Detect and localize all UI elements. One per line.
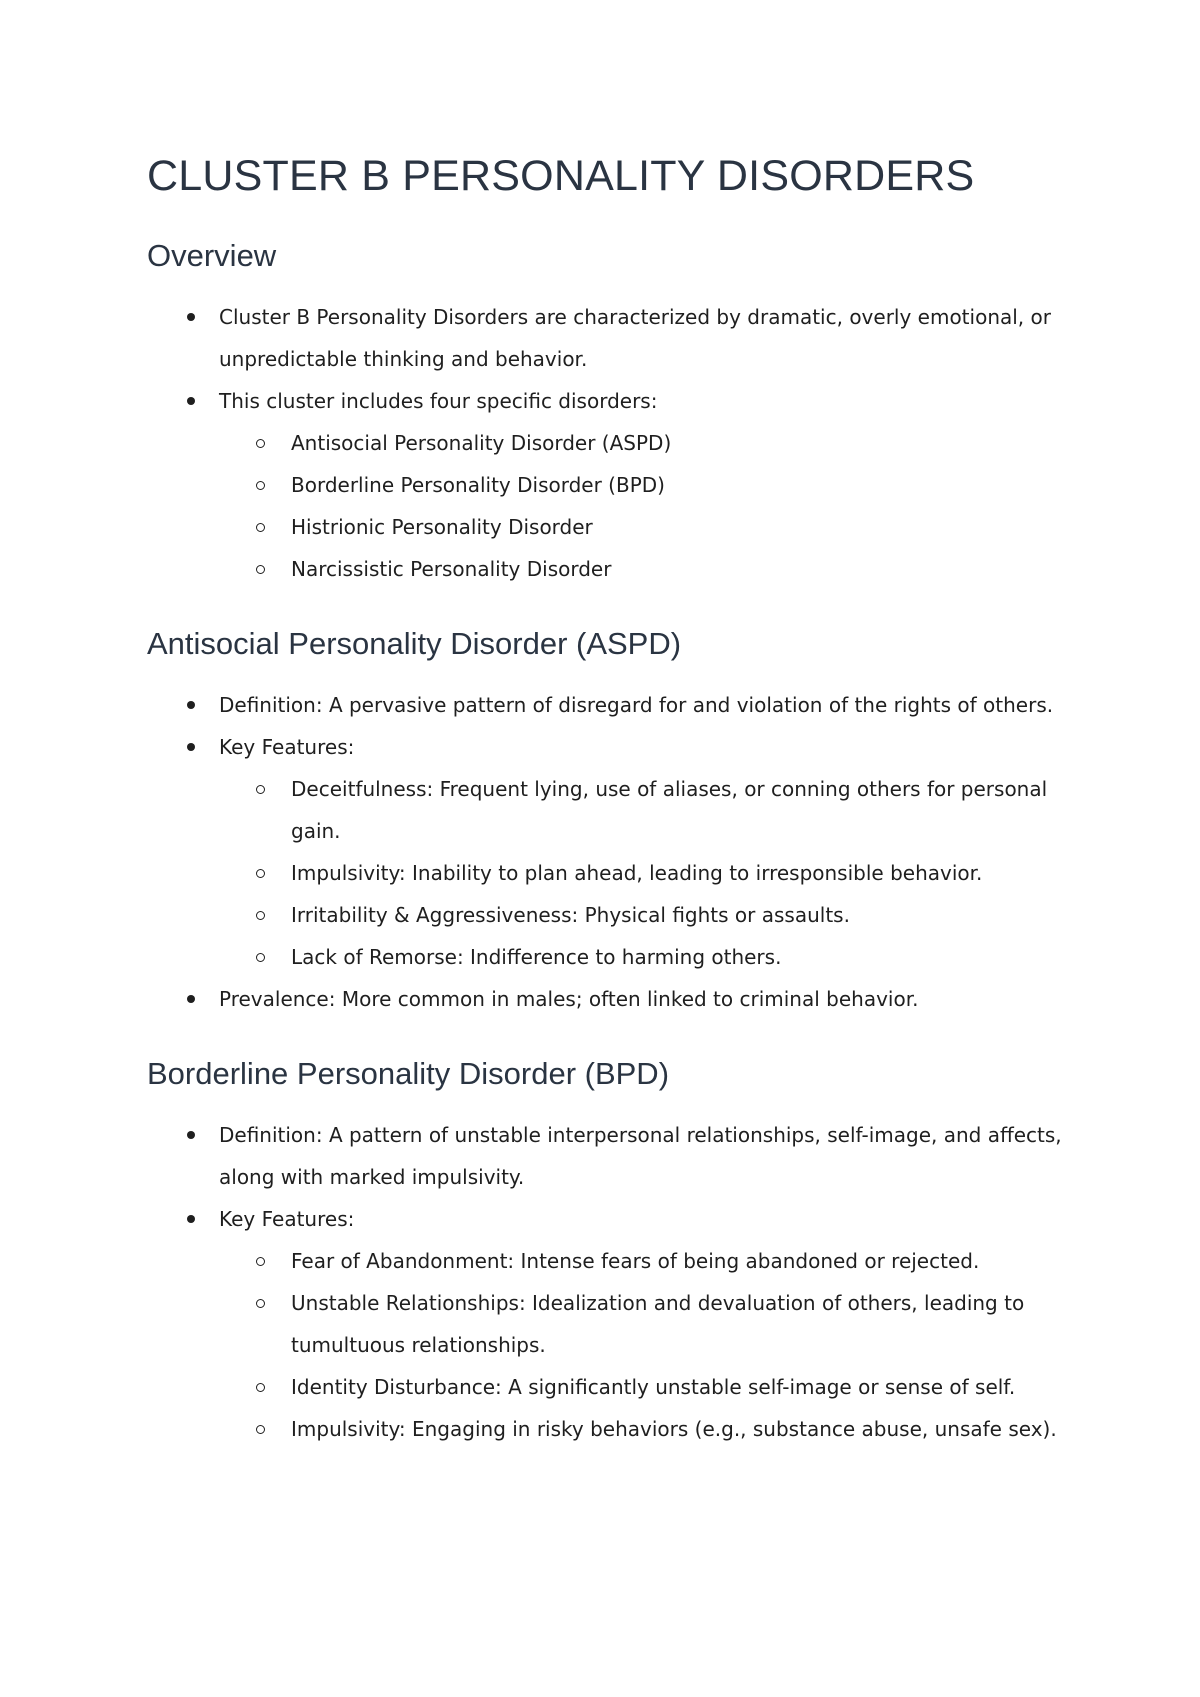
feature-text: Impulsivity: Engaging in risky behaviors (e.g., substance abuse, unsafe sex). [291, 1417, 1057, 1441]
sublist-item [219, 852, 1077, 894]
key-features-label: Key Features: [219, 1207, 355, 1231]
definition-text: Definition: A pervasive pattern of disregard for and violation of the rights of others. [219, 693, 1054, 717]
circle-bullet-icon [256, 869, 265, 878]
section-heading-aspd: Antisocial Personality Disorder (ASPD) [147, 626, 682, 661]
feature-text: Impulsivity: Inability to plan ahead, leading to irresponsible behavior. [291, 861, 983, 885]
sublist-item [219, 936, 1077, 978]
sublist-item [219, 506, 1077, 548]
sublist-item [219, 464, 1077, 506]
sublist-item [219, 1408, 1077, 1450]
circle-bullet-icon [256, 523, 265, 532]
bullet-icon [187, 995, 195, 1003]
bullet-icon [187, 313, 195, 321]
list-item [147, 296, 1077, 380]
circle-bullet-icon [256, 1425, 265, 1434]
bullet-icon [187, 701, 195, 709]
circle-bullet-icon [256, 565, 265, 574]
list-item [147, 1114, 1077, 1198]
feature-text: Lack of Remorse: Indifference to harming others. [291, 945, 782, 969]
sublist-item [219, 894, 1077, 936]
document-content [147, 150, 1077, 1450]
circle-bullet-icon [256, 911, 265, 920]
list-item-text: This cluster includes four specific disorders: [219, 389, 658, 413]
feature-text: Deceitfulness: Frequent lying, use of aliases, or conning others for personal gain. [291, 777, 1048, 843]
feature-text: Fear of Abandonment: Intense fears of being abandoned or rejected. [291, 1249, 980, 1273]
prevalence-text: Prevalence: More common in males; often linked to criminal behavior. [219, 987, 919, 1011]
bullet-icon [187, 743, 195, 751]
circle-bullet-icon [256, 481, 265, 490]
overview-list [147, 296, 1077, 590]
sublist-item [219, 1240, 1077, 1282]
sublist-item-text: Antisocial Personality Disorder (ASPD) [291, 431, 672, 455]
key-features-label: Key Features: [219, 735, 355, 759]
bullet-icon [187, 397, 195, 405]
section-heading-bpd: Borderline Personality Disorder (BPD) [147, 1056, 670, 1091]
list-item [147, 978, 1077, 1020]
circle-bullet-icon [256, 1299, 265, 1308]
sublist-item [219, 1282, 1077, 1366]
circle-bullet-icon [256, 1257, 265, 1266]
feature-text: Irritability & Aggressiveness: Physical fights or assaults. [291, 903, 850, 927]
bpd-list [147, 1114, 1077, 1450]
list-item-text: Cluster B Personality Disorders are characterized by dramatic, overly emotional, or unpredictable thinking and behavior. [219, 305, 1051, 371]
aspd-list [147, 684, 1077, 1020]
sublist-item [219, 422, 1077, 464]
bullet-icon [187, 1215, 195, 1223]
sublist-item-text: Borderline Personality Disorder (BPD) [291, 473, 665, 497]
circle-bullet-icon [256, 785, 265, 794]
section-heading-overview: Overview [147, 238, 277, 273]
sublist-item-text: Histrionic Personality Disorder [291, 515, 593, 539]
bullet-icon [187, 1131, 195, 1139]
aspd-features-sublist [219, 768, 1077, 978]
definition-text: Definition: A pattern of unstable interpersonal relationships, self-image, and affects, along with marked impulsivity. [219, 1123, 1062, 1189]
feature-text: Unstable Relationships: Idealization and devaluation of others, leading to tumultuous relationships. [291, 1291, 1025, 1357]
sublist-item [219, 1366, 1077, 1408]
page-title: CLUSTER B PERSONALITY DISORDERS [147, 152, 975, 200]
list-item [147, 726, 1077, 978]
sublist-item [219, 768, 1077, 852]
bpd-features-sublist [219, 1240, 1077, 1450]
circle-bullet-icon [256, 1383, 265, 1392]
sublist-item-text: Narcissistic Personality Disorder [291, 557, 612, 581]
list-item [147, 380, 1077, 590]
disorders-sublist [219, 422, 1077, 590]
circle-bullet-icon [256, 953, 265, 962]
sublist-item [219, 548, 1077, 590]
feature-text: Identity Disturbance: A significantly unstable self-image or sense of self. [291, 1375, 1016, 1399]
list-item [147, 1198, 1077, 1450]
circle-bullet-icon [256, 439, 265, 448]
list-item [147, 684, 1077, 726]
